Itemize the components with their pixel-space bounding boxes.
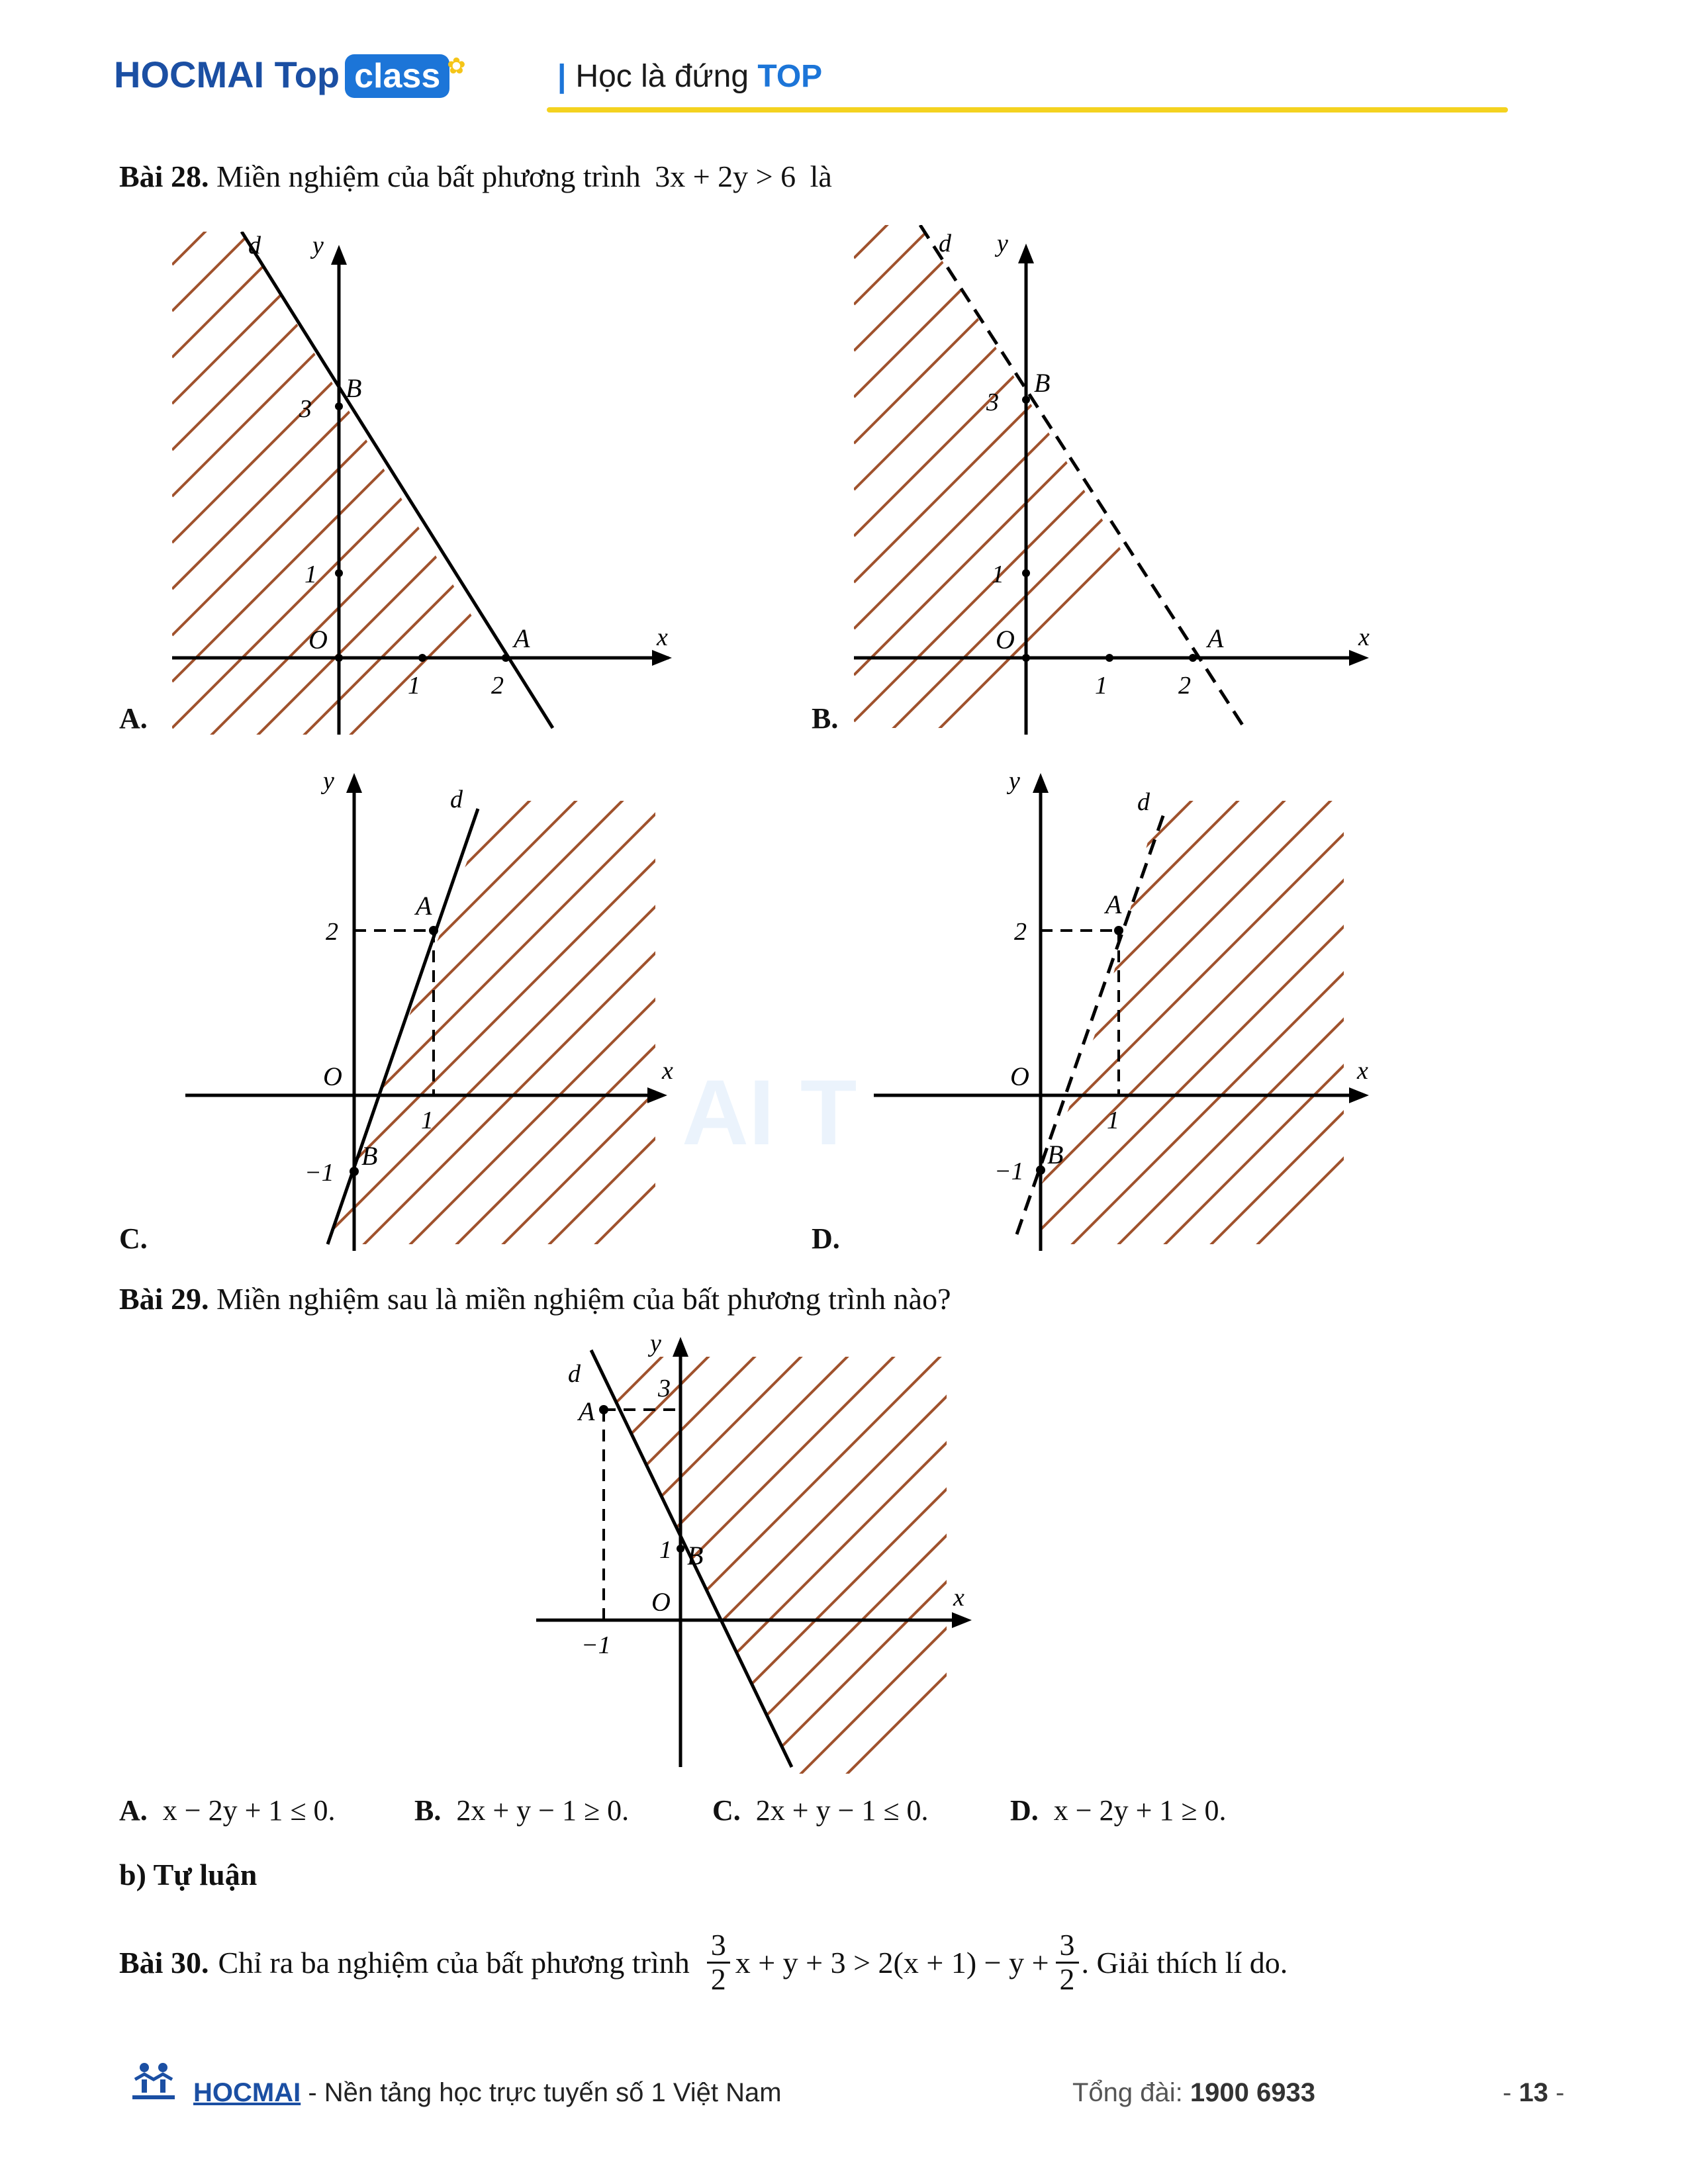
page-number-value: 13 [1519, 2078, 1548, 2107]
tick-1x: 1 [408, 672, 420, 700]
footer-tagline [193, 2078, 782, 2108]
star-icon: ✿ [447, 54, 466, 79]
point-y1 [1022, 569, 1030, 577]
q29-option-c[interactable] [712, 1794, 929, 1827]
fraction-2-num: 3 [1059, 1928, 1075, 1962]
footer-brand-link[interactable]: HOCMAI [193, 2078, 301, 2107]
point-b [677, 1545, 684, 1553]
page-number [1503, 2078, 1564, 2108]
label-o: O [323, 1062, 342, 1091]
q29-option-b-text: 2x + y − 1 ≥ 0. [456, 1794, 630, 1827]
x-arrow-icon [647, 1087, 667, 1103]
q29-option-a-label: A. [119, 1794, 148, 1827]
brand-pill: class [345, 54, 449, 98]
q28-statement [119, 159, 832, 194]
section-title: b) Tự luận [119, 1858, 258, 1891]
point-b [1036, 1165, 1045, 1175]
point-b [1022, 396, 1030, 404]
tick-2: 2 [491, 672, 504, 700]
label-x: x [662, 1057, 673, 1085]
tick-m1: −1 [305, 1159, 334, 1187]
y-arrow-icon [1018, 244, 1034, 263]
point-x1 [418, 654, 426, 662]
tick-1: 1 [659, 1536, 672, 1564]
tick-1x: 1 [1095, 672, 1107, 700]
label-b: B [687, 1541, 704, 1570]
q28-suffix: là [810, 159, 832, 193]
tick-2: 2 [326, 918, 338, 946]
q29-option-c-text: 2x + y − 1 ≤ 0. [755, 1794, 929, 1827]
y-arrow-icon [331, 245, 347, 265]
hatch-region [1039, 761, 1383, 1251]
label-y: y [312, 232, 324, 259]
label-d: d [939, 230, 951, 257]
page-number-prefix: - [1503, 2078, 1519, 2107]
q29-number: Bài 29. [119, 1282, 209, 1316]
option-b-label[interactable]: B. [812, 702, 839, 735]
label-a: A [579, 1396, 595, 1426]
slogan-highlight: TOP [757, 59, 823, 94]
label-d: d [450, 786, 463, 813]
slogan-prefix: Học là đứng [575, 59, 749, 94]
y-arrow-icon [346, 773, 362, 793]
point-a [1189, 654, 1197, 662]
q29-option-a-text: x − 2y + 1 ≤ 0. [162, 1794, 336, 1827]
y-arrow-icon [1033, 773, 1049, 793]
option-c-label[interactable]: C. [119, 1222, 148, 1255]
q29-graph [530, 1330, 993, 1780]
label-o: O [308, 625, 328, 655]
x-arrow-icon [1349, 1087, 1369, 1103]
label-a: A [416, 891, 432, 921]
tick-3: 3 [299, 395, 312, 423]
q28-number: Bài 28. [119, 159, 209, 193]
label-x: x [657, 623, 668, 651]
tick-3: 3 [986, 388, 999, 416]
header-rule [547, 107, 1508, 113]
point-a [429, 926, 438, 935]
footer-hotline [1072, 2078, 1315, 2108]
label-y: y [323, 767, 334, 795]
label-a: A [514, 623, 530, 653]
q30-end: . Giải thích lí do. [1081, 1945, 1288, 1979]
q28-inequality: 3x + 2y > 6 [655, 159, 796, 193]
label-b: B [361, 1141, 378, 1171]
q29-option-d-text: x − 2y + 1 ≥ 0. [1053, 1794, 1227, 1827]
graph-c [179, 761, 682, 1251]
label-b: B [346, 373, 362, 403]
label-x: x [953, 1584, 964, 1612]
fraction-1-den: 2 [707, 1962, 730, 1995]
q29-option-d-label: D. [1010, 1794, 1039, 1827]
label-a: A [1105, 889, 1122, 919]
hatch-region [589, 1330, 993, 1780]
divider-bar: | [557, 59, 567, 94]
point-a [1114, 926, 1123, 935]
label-o: O [996, 625, 1015, 655]
q29-option-b[interactable] [414, 1794, 629, 1827]
q30-text: Chỉ ra ba nghiệm của bất phương trình [218, 1945, 690, 1979]
label-d: d [1137, 788, 1150, 816]
label-y: y [997, 230, 1008, 257]
hotline-label: Tổng đài: [1072, 2078, 1190, 2107]
point-b [335, 402, 343, 410]
hocmai-logo-icon [130, 2060, 177, 2102]
point-a [599, 1405, 608, 1414]
q30-statement [119, 1919, 1288, 2005]
fraction-2 [1056, 1929, 1079, 1995]
label-x: x [1358, 623, 1370, 651]
tick-1y: 1 [305, 561, 317, 588]
point-b [350, 1167, 359, 1176]
label-y: y [1009, 767, 1020, 795]
brand-name: HOCMAI Top [114, 54, 340, 95]
footer-tagline-text: - Nền tảng học trực tuyến số 1 Việt Nam [301, 2078, 782, 2107]
point-x1 [1105, 654, 1113, 662]
x-arrow-icon [952, 1612, 972, 1628]
q29-statement [119, 1281, 951, 1316]
point-y1 [335, 569, 343, 577]
label-o: O [1010, 1062, 1029, 1091]
fraction-2-den: 2 [1056, 1962, 1079, 1995]
x-arrow-icon [1349, 650, 1369, 666]
option-a-label[interactable]: A. [119, 702, 148, 735]
line-d [328, 809, 478, 1244]
option-d-label[interactable]: D. [812, 1222, 840, 1255]
page-number-suffix: - [1548, 2078, 1565, 2107]
label-d: d [568, 1360, 581, 1388]
tick-1y: 1 [992, 561, 1004, 588]
q29-option-d[interactable] [1010, 1794, 1227, 1827]
label-a: A [1207, 623, 1224, 653]
label-d: d [248, 232, 261, 259]
q29-option-a[interactable] [119, 1794, 336, 1827]
watermark: AI T [682, 1060, 857, 1164]
tick-2: 2 [1014, 918, 1027, 946]
label-b: B [1047, 1140, 1064, 1169]
point-o [335, 654, 343, 662]
tick-3: 3 [658, 1375, 671, 1402]
brand-logo [114, 53, 466, 98]
tick-m1: −1 [581, 1631, 611, 1659]
tick-2: 2 [1178, 672, 1191, 700]
graph-d [867, 761, 1383, 1251]
label-y: y [650, 1330, 661, 1357]
label-o: O [651, 1587, 671, 1617]
hotline-number: 1900 6933 [1190, 2078, 1315, 2107]
fraction-1 [707, 1929, 730, 1995]
tick-1: 1 [1107, 1107, 1119, 1134]
point-o [1022, 654, 1030, 662]
q30-mid-expr: x + y + 3 > 2(x + 1) − y + [735, 1945, 1049, 1979]
label-x: x [1357, 1057, 1368, 1085]
q29-option-c-label: C. [712, 1794, 741, 1827]
line-d [242, 232, 553, 728]
label-b: B [1034, 368, 1051, 398]
hatch-region [331, 761, 682, 1251]
y-arrow-icon [673, 1337, 688, 1357]
tick-1: 1 [421, 1107, 434, 1134]
q29-text: Miền nghiệm sau là miền nghiệm của bất phương trình nào? [216, 1282, 951, 1316]
q28-text: Miền nghiệm của bất phương trình [216, 159, 641, 193]
tick-m1: −1 [994, 1158, 1024, 1185]
fraction-1-num: 3 [710, 1928, 726, 1962]
graph-a [159, 232, 688, 735]
q30-number: Bài 30. [119, 1945, 209, 1979]
x-arrow-icon [652, 650, 672, 666]
point-a [502, 654, 510, 662]
header-slogan [557, 58, 822, 95]
graph-b [847, 225, 1390, 735]
q29-option-b-label: B. [414, 1794, 442, 1827]
